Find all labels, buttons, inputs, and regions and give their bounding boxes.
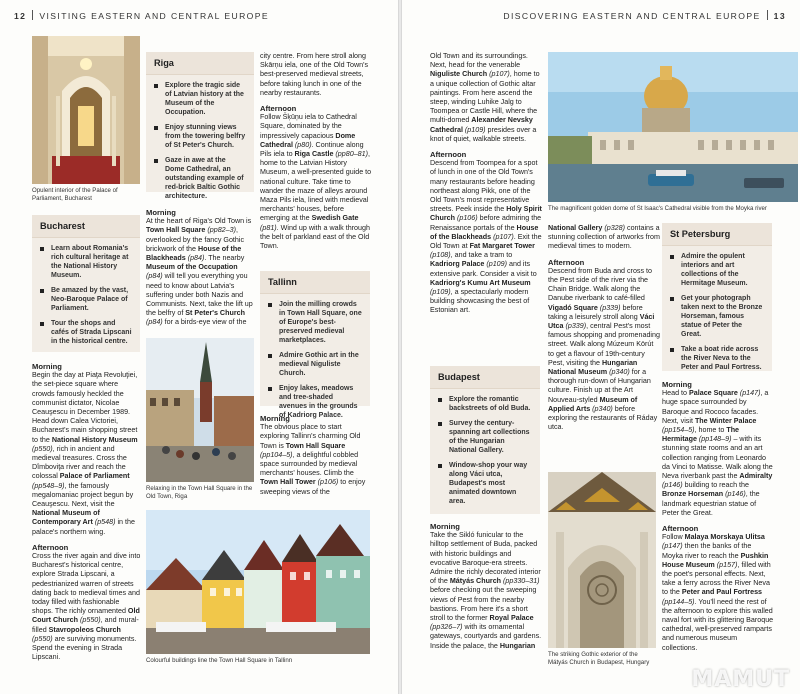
st-petersburg-item: Get your photograph taken next to the Bronze Horseman, famous statue of Peter the Great. [670, 294, 764, 339]
left-page [0, 0, 398, 694]
st-petersburg-box-title: St Petersburg [662, 223, 772, 246]
caption-matyas: The striking Gothic exterior of the Mátyás Church in Budapest, Hungary [548, 651, 650, 666]
caption-st-petersburg: The magnificent golden dome of St Isaac's Cathedral visible from the Moyka river [548, 205, 767, 212]
riga-item: Explore the tragic side of Latvian history at the Museum of the Occupation. [154, 81, 246, 117]
budapest-box [430, 366, 540, 514]
budapest-item: Window-shop your way along Váci utca, Budapest's most animated downtown area. [438, 461, 532, 506]
right-page [402, 0, 800, 694]
photo-matyas-church [548, 472, 656, 648]
riga-box [146, 52, 254, 200]
caption-palace: Opulent interior of the Palace of Parliament, Bucharest [32, 187, 118, 202]
right-page-header [503, 10, 786, 24]
caption-riga: Relaxing in the Town Hall Square in the Old Town, Riga [146, 485, 253, 500]
budapest-afternoon-body: National Gallery (p328) contains a stunning collection of artworks from medieval times to modern. Afternoon Descend from Buda and cross to the Pest side of the river via the Chain Bridge. Walk along the Danube riverbank to café-filled Vigadó Square (p339) before taking a leisurely stroll along Váci Utca (p339), central Pest's most famous shopping and promenading street. Walk along Múzeum Körút to get a flavour of 19th-century Pest, visiting the Hungarian National Museum (p340) for a thorough run-down of Hungarian culture. Finish up at the Art Nouveau-styled Museum of Applied Arts (p340) before exploring the restaurants of Ráday utca. [548, 224, 660, 432]
photo-palace-of-parliament [32, 36, 140, 184]
bucharest-item: Tour the shops and cafés of Strada Lipscani in the historical centre. [40, 319, 132, 346]
caption-tallinn: Colourful buildings line the Town Hall Square in Tallinn [146, 657, 293, 664]
riga-afternoon-body: city centre. From here stroll along Skārņu iela, one of the Old Town's best-preserved medieval streets, before taking lunch in one of the nearby restaurants. Afternoon Follow Šķūņu iela to Cathedral Square, dominated by the impressively capacious Dome Cathedral (p80). Continue along Pils iela to Riga Castle (pp80–81), home to the Latvian History Museum, a well-presented guide to national culture. Take time to wander the maze of alleys around Maza Pils iela, lined with medieval merchants' houses, before emerging at the Swedish Gate (p81). Wind up with a walk through the belt of parkland east of the Old Town. [260, 52, 372, 251]
st-petersburg-box [662, 223, 772, 371]
tallinn-morning-body: Morning The obvious place to start exploring Tallinn's charming Old Town is Town Hall Square (pp104–5), a delightful cobbled space surrounded by medieval merchants' houses. Climb the Town Hall Tower (p106) to enjoy sweeping views of the [260, 414, 366, 496]
bucharest-box [32, 215, 140, 352]
budapest-box-title: Budapest [430, 366, 540, 389]
left-page-number: 12 [14, 11, 27, 21]
st-petersburg-body: Morning Head to Palace Square (p147), a huge space surrounded by Baroque and Rococo facades. Next, visit The Winter Palace (pp154–5), home to The Hermitage (pp148–9) – with its stunning state rooms and an art collection ranging from Leonardo da Vinci to Matisse. Walk along the Neva riverbank past the Admiralty (p146) building to reach the Bronze Horseman (p146), the landmark equestrian statue of Peter the Great. Afternoon Follow Malaya Morskaya Ulitsa (p147) then the banks of the Moyka river to reach the Pushkin House Museum (p157), filled with the poet's personal effects. Next, take a ferry across the River Neva to the Peter and Paul Fortress (pp144–5). You'll need the rest of the afternoon to explore this walled naval fort with its glittering Baroque cathedral, well-preserved ramparts and numerous museum collections. [662, 380, 774, 652]
right-header-title: DISCOVERING EASTERN AND CENTRAL EUROPE [503, 11, 761, 21]
budapest-item: Survey the century-spanning art collections of the Hungarian National Gallery. [438, 419, 532, 455]
left-header-title: VISITING EASTERN AND CENTRAL EUROPE [39, 11, 270, 21]
budapest-item: Explore the romantic backstreets of old Buda. [438, 395, 532, 413]
tallinn-item: Join the milling crowds in Town Hall Square, one of Europe's best-preserved medieval marketplaces. [268, 300, 362, 345]
right-page-number: 13 [773, 11, 786, 21]
left-page-header [14, 10, 269, 24]
bucharest-body: Morning Begin the day at Piaţa Revoluţiei, the set-piece square where crowds famously heckled the communist dictator, Nicolae Ceauşescu in December 1989. Head down Calea Victoriei, Bucharest's main shopping street to the National History Museum (p550), rich in ancient and medieval treasures. Cross the Dîmboviţa river and reach the colossal Palace of Parliament (pp548–9), the famously megalomaniac project begun by Ceauşescu. Next, visit the National Museum of Contemporary Art (p548) in the palace's northern wing. Afternoon Cross the river again and dive into Bucharest's historical centre, explore Strada Lipscani, a pedestrianized warren of streets dating back to medieval times and today filled with fashionable shops. The richly ornamented Old Court Church (p550), and mural-filled Stavropoleos Church (p550) are surviving monuments. Spend the evening in Strada Lipscani. [32, 362, 141, 662]
tallinn-afternoon-body: Old Town and its surroundings. Next, head for the venerable Niguliste Church (p107), home to a unique collection of Gothic altar paintings. From here ascend the steep, winding Luhike Jalg to Toompea or Castle Hill, where the multi-domed Alexander Nevsky Cathedral (p109) presides over a knot of quiet, walkable streets. Afternoon Descend from Toompea for a spot of lunch in one of the Old Town's many restaurants before heading northeast along Pikk, one of the Old Town's most representative streets. Peek inside the Holy Spirit Church (p106) before admiring the Renaissance portals of the House of the Blackheads (p107). Exit the Old Town at Fat Margaret Tower (p108), and take a tram to Kadriorg Palace (p109) and its extensive park. Consider a visit to Kadriorg's Kumu Art Museum (p109), a spectacularly modern building showcasing the best of Estonian art. [430, 52, 542, 315]
st-petersburg-item: Take a boat ride across the River Neva to the Peter and Paul Fortress. [670, 345, 764, 372]
photo-st-isaacs-cathedral [548, 52, 798, 202]
tallinn-item: Admire Gothic art in the medieval Niguliste Church. [268, 351, 362, 378]
tallinn-item: Enjoy lakes, meadows and tree-shaded avenues in the grounds of Kadriorg Palace. [268, 384, 362, 420]
riga-item: Enjoy stunning views from the towering belfry of St Peter's Church. [154, 123, 246, 150]
budapest-morning-body: Morning Take the Sikló funicular to the hilltop settlement of Buda, packed with historic buildings and evocative Baroque-era streets. Admire the richly decorated interior of the Mátyás Church (pp330–31) before checking out the sweeping views of Pest from the nearby bastions. From here it's a short stroll to the former Royal Palace (pp326–7) with its ornamental gateways, courtyards and gardens. Inside the palace, the Hungarian [430, 522, 542, 650]
riga-box-title: Riga [146, 52, 254, 75]
tallinn-box [260, 271, 370, 419]
watermark-logo: MAMUT [691, 667, 790, 692]
riga-morning-body: Morning At the heart of Riga's Old Town is Town Hall Square (pp82–3), overlooked by the fancy Gothic brickwork of the House of the Blackheads (p84). The nearby Museum of the Occupation (p84) will tell you everything you need to know about Latvia's suffering under both Nazis and Communists. Next, take the lift up the belfry of St Peter's Church (p84) for a birds-eye view of the [146, 208, 253, 327]
bucharest-box-title: Bucharest [32, 215, 140, 238]
photo-tallinn-square [146, 510, 370, 654]
photo-riga-square [146, 338, 254, 482]
bucharest-item: Learn about Romania's rich cultural heritage at the National History Museum. [40, 244, 132, 280]
bucharest-item: Be amazed by the vast, Neo-Baroque Palace of Parliament. [40, 286, 132, 313]
st-petersburg-item: Admire the opulent interiors and art collections of the Hermitage Museum. [670, 252, 764, 288]
riga-item: Gaze in awe at the Dome Cathedral, an outstanding example of red-brick Baltic Gothic architecture. [154, 156, 246, 201]
tallinn-box-title: Tallinn [260, 271, 370, 294]
